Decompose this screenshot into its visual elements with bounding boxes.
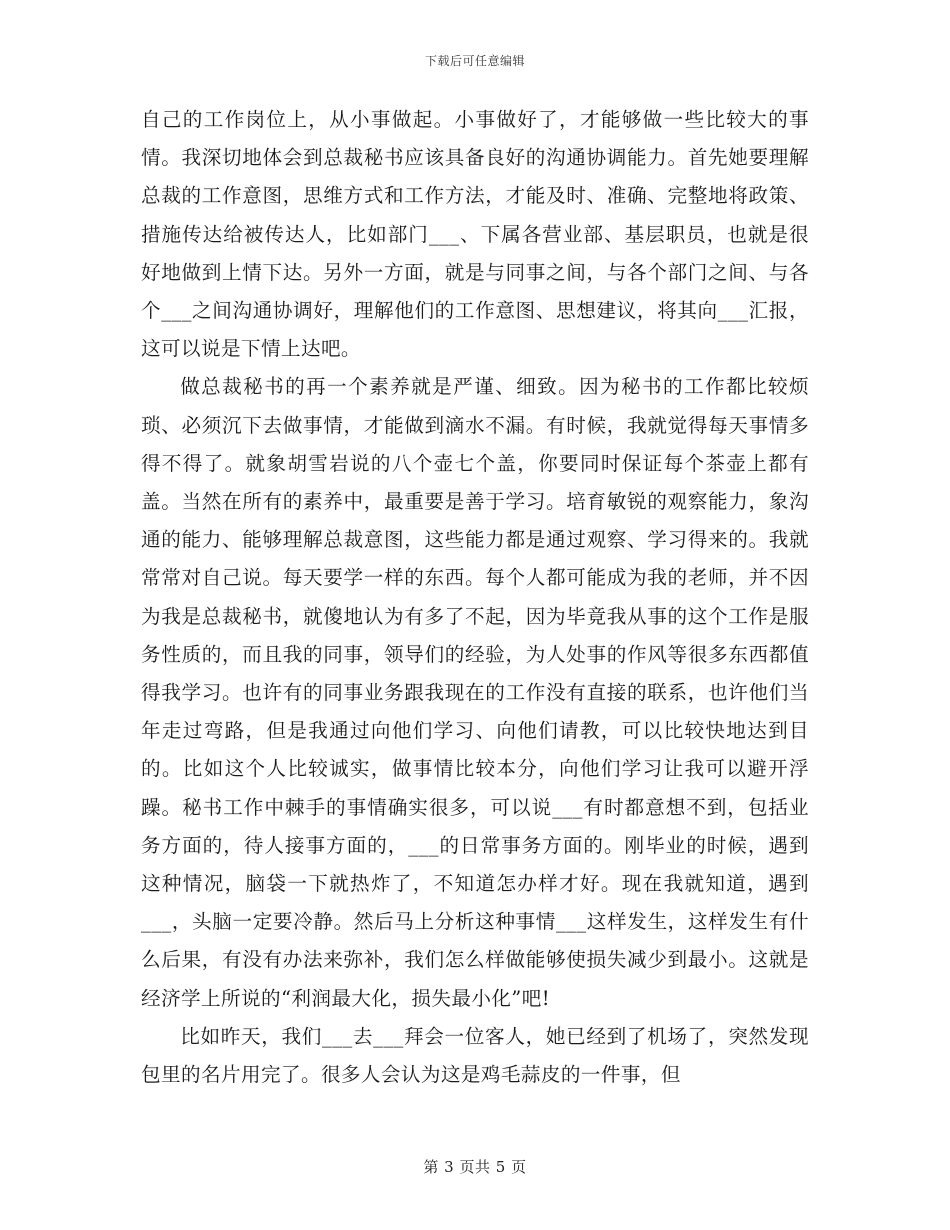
paragraph-3: 比如昨天，我们___去___拜会一位客人，她已经到了机场了，突然发现包里的名片用完了。很多人会认为这是鸡毛蒜皮的一件事，但 [141, 1024, 809, 1087]
page-header: 下载后可任意编辑 [424, 54, 525, 68]
paragraph-2: 做总裁秘书的再一个素养就是严谨、细致。因为秘书的工作都比较烦琐、必须沉下去做事情，才能做到滴水不漏。有时候，我就觉得每天事情多得不得了。就象胡雪岩说的八个壶七个盖，你要同时保证每个茶壶上都有盖。当然在所有的素养中，最重要是善于学习。培育敏锐的观察能力，象沟通的能力、能够理解总裁意图，这些能力都是通过观察、学习得来的。我就常常对自己说。每天要学一样的东西。每个人都可能成为我的老师，并不因为我是总裁秘书，就傻地认为有多了不起，因为毕竟我从事的这个工作是服务性质的，而且我的同事，领导们的经验，为人处事的作风等很多东西都值得我学习。也许有的同事业务跟我现在的工作没有直接的联系，也许他们当年走过弯路，但是我通过向他们学习、向他们请教，可以比较快地达到目的。比如这个人比较诚实，做事情比较本分，向他们学习让我可以避开浮躁。秘书工作中棘手的事情确实很多，可以说___有时都意想不到，包括业务方面的，待人接事方面的，___的日常事务方面的。刚毕业的时候，遇到这种情况，脑袋一下就热炸了，不知道怎办样才好。现在我就知道，遇到___，头脑一定要冷静。然后马上分析这种事情___这样发生，这样发生有什么后果，有没有办法来弥补，我们怎么样做能够使损失减少到最小。这就是经济学上所说的“利润最大化，损失最小化”吧! [141, 375, 809, 1010]
document-body [141, 101, 809, 1094]
page-footer: 第 3 页共 5 页 [423, 1158, 527, 1176]
paragraph-1: 自己的工作岗位上，从小事做起。小事做好了，才能够做一些比较大的事情。我深切地体会到总裁秘书应该具备良好的沟通协调能力。首先她要理解总裁的工作意图，思维方式和工作方法，才能及时、准确、完整地将政策、措施传达给被传达人，比如部门___、下属各营业部、基层职员，也就是很好地做到上情下达。另外一方面，就是与同事之间，与各个部门之间、与各个___之间沟通协调好，理解他们的工作意图、思想建议，将其向___汇报，这可以说是下情上达吧。 [141, 108, 809, 361]
